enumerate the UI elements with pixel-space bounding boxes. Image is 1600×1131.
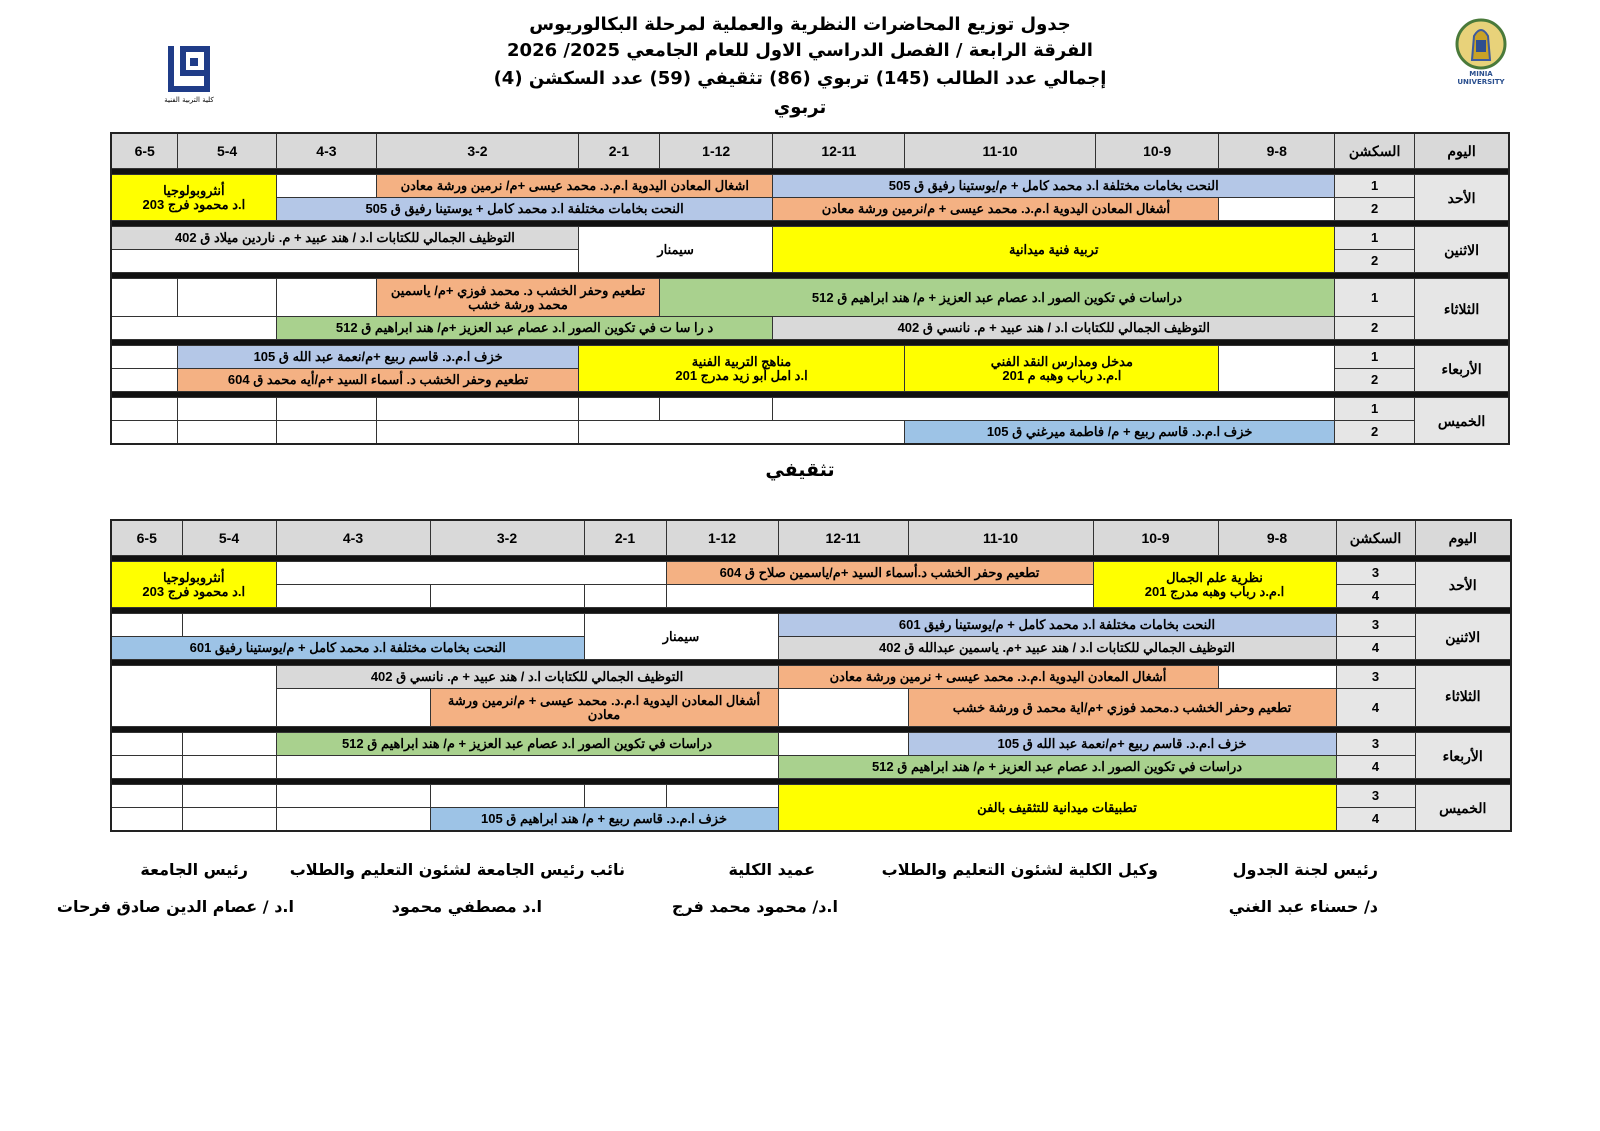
empty-cell [182,785,276,808]
course-professor: ا.م.د رباب وهبه مدرج 201 [1144,583,1285,599]
day-header: اليوم [1415,520,1511,556]
empty-cell [111,756,182,779]
section-number: 3 [1336,614,1415,637]
empty-cell [276,756,778,779]
course-cell: خزف ا.م.د. قاسم ربيع +م/نعمة عبد الله ق 105 [178,346,578,369]
slot-header: 9-8 [1219,133,1335,169]
section-number: 4 [1336,689,1415,727]
course-title: أنثروبولوجيا [162,569,225,585]
course-cell [111,175,276,221]
course-professor: ا.م.د رباب وهبه م 201 [1002,367,1122,383]
day-label: الاثنين [1415,227,1509,273]
day-label: الخميس [1415,785,1511,832]
empty-cell [578,421,904,445]
course-professor: ا.د محمود فرج 203 [142,196,246,212]
course-cell: النحت بخامات مختلفة ا.د محمد كامل + م/يوستينا رفيق ق 505 [773,175,1335,198]
course-cell: خزف ا.م.د. قاسم ربيع + م/ هند ابراهيم ق 105 [430,808,778,832]
seminar-cell: سيمنار [584,614,778,660]
course-cell: النحت بخامات مختلفة ا.د محمد كامل + يوستينا رفيق ق 505 [276,198,773,221]
course-cell [905,346,1219,392]
signature-name: د/ حسناء عبد الغني [1228,897,1378,916]
section-number: 4 [1336,756,1415,779]
empty-cell [276,562,666,585]
faculty-logo [160,44,218,108]
slot-header: 11-10 [905,133,1096,169]
section-number: 2 [1335,250,1415,273]
day-label: الأربعاء [1415,733,1511,779]
signature-name: ا.د/ محمود محمد فرج [671,897,838,916]
course-cell: تطبيقات ميدانية للتثقيف بالفن [778,785,1336,832]
course-cell: تربية فنية ميدانية [773,227,1335,273]
empty-cell [182,733,276,756]
section-number: 1 [1335,227,1415,250]
course-cell [1093,562,1336,608]
course-cell [111,562,276,608]
slot-header: 1-12 [659,133,773,169]
course-cell: التوظيف الجمالي للكتابات ا.د / هند عبيد + م. نانسي ق 402 [773,317,1335,340]
slot-header: 11-10 [908,520,1093,556]
empty-cell [111,250,578,273]
empty-cell [111,317,276,340]
empty-cell [111,785,182,808]
empty-cell [276,785,430,808]
slot-header: 5-4 [178,133,276,169]
empty-cell [1218,666,1336,689]
university-emblem-icon [1446,14,1516,72]
seminar-cell: سيمنار [578,227,773,273]
empty-cell [111,733,182,756]
section-number: 1 [1335,398,1415,421]
course-professor: ا.د محمود فرج 203 [142,583,246,599]
course-cell: أشغال المعادن اليدوية ا.م.د. محمد عيسى + نرمين ورشة معادن [778,666,1218,689]
empty-cell [111,398,178,421]
empty-cell [111,614,182,637]
section-number: 2 [1335,421,1415,445]
slot-header: 10-9 [1093,520,1218,556]
slot-header: 12-11 [773,133,905,169]
empty-cell [182,808,276,832]
empty-cell [276,175,376,198]
slot-header: 2-1 [584,520,666,556]
section-number: 4 [1336,808,1415,832]
course-cell: تطعيم وحفر الخشب د. محمد فوزي +م/ ياسمين محمد ورشة خشب [377,279,660,317]
empty-cell [178,398,276,421]
course-title: أنثروبولوجيا [163,182,225,198]
section-number: 2 [1335,317,1415,340]
course-title: نظرية علم الجمال [1166,569,1263,585]
empty-cell [276,279,376,317]
schedule-table-tathqifi [110,519,1512,832]
schedule-table-tarbawi [110,132,1510,445]
course-cell: التوظيف الجمالي للكتابات ا.د / هند عبيد + م. ناردين ميلاد ق 402 [111,227,578,250]
course-cell: التوظيف الجمالي للكتابات ا.د / هند عبيد + م. نانسي ق 402 [276,666,778,689]
signature-title: نائب رئيس الجامعة لشئون التعليم والطلاب [289,860,625,879]
empty-cell [276,398,376,421]
course-cell: النحت بخامات مختلفة ا.د محمد كامل + م/يوستينا رفيق 601 [111,637,584,660]
empty-cell [584,585,666,608]
empty-cell [178,421,276,445]
empty-cell [377,398,579,421]
signature-name: ا.د / عصام الدين صادق فرحات [56,897,294,916]
empty-cell [182,756,276,779]
day-label: الأربعاء [1415,346,1509,392]
empty-cell [584,785,666,808]
day-label: الاثنين [1415,614,1511,660]
schedule-subtitle: الفرقة الرابعة / الفصل الدراسي الاول للعام الجامعي 2025/ 2026 [507,40,1093,61]
empty-cell [1219,198,1335,221]
section-number: 3 [1336,785,1415,808]
signature-title: رئيس لجنة الجدول [1232,860,1378,879]
slot-header: 9-8 [1218,520,1336,556]
course-cell: أشغال المعادن اليدوية ا.م.د. محمد عيسى + م/نرمين ورشة معادن [430,689,778,727]
empty-cell [430,785,584,808]
slot-header: 6-5 [111,520,182,556]
course-professor: ا.د امل أبو زيد مدرج 201 [675,367,808,383]
section-number: 4 [1336,585,1415,608]
signature-title: عميد الكلية [728,860,815,879]
slot-header: 2-1 [578,133,659,169]
course-cell: أشغال المعادن اليدوية ا.م.د. محمد عيسى + م/نرمين ورشة معادن [773,198,1219,221]
section-number: 1 [1335,175,1415,198]
empty-cell [111,666,276,727]
empty-cell [111,808,182,832]
empty-cell [659,398,773,421]
section-header: السكشن [1336,520,1415,556]
empty-cell [778,689,908,727]
empty-cell [178,279,276,317]
slot-header: 5-4 [182,520,276,556]
empty-cell [778,733,908,756]
slot-header: 6-5 [111,133,178,169]
section-header: السكشن [1335,133,1415,169]
slot-header: 10-9 [1095,133,1219,169]
course-cell: دراسات في تكوين الصور ا.د عصام عبد العزيز + م/ هند ابراهيم ق 512 [659,279,1334,317]
slot-header: 4-3 [276,133,376,169]
day-label: الثلاثاء [1415,279,1509,340]
faculty-logo-caption: كلية التربية الفنية [164,96,214,104]
course-cell: اشغال المعادن اليدوية ا.م.د. محمد عيسى +م/ نرمين ورشة معادن [377,175,773,198]
empty-cell [773,398,1335,421]
slot-header: 3-2 [377,133,579,169]
schedule-title: جدول توزيع المحاضرات النظرية والعملية لمرحلة البكالوريوس [529,14,1071,35]
section-number: 2 [1335,369,1415,392]
empty-cell [377,421,579,445]
course-cell: خزف ا.م.د. قاسم ربيع +م/نعمة عبد الله ق 105 [908,733,1336,756]
course-cell: دراسات في تكوين الصور ا.د عصام عبد العزيز + م/ هند ابراهيم ق 512 [778,756,1336,779]
empty-cell [666,785,778,808]
course-cell: تطعيم وحفر الخشب د. أسماء السيد +م/أيه محمد ق 604 [178,369,578,392]
course-cell: التوظيف الجمالي للكتابات ا.د / هند عبيد +م. ياسمين عبدالله ق 402 [778,637,1336,660]
empty-cell [1219,346,1335,392]
empty-cell [111,421,178,445]
empty-cell [276,585,430,608]
signature-title: رئيس الجامعة [140,860,248,879]
course-title: مدخل ومدارس النقد الفني [990,353,1133,369]
signature-title: وكيل الكلية لشئون التعليم والطلاب [881,860,1158,879]
student-count-line: إجمالي عدد الطالب (145) تربوي (86) تثقيفي (59) عدد السكشن (4) [493,68,1107,89]
section-number: 2 [1335,198,1415,221]
faculty-logo-icon [160,44,218,96]
course-cell: النحت بخامات مختلفة ا.د محمد كامل + م/يوستينا رفيق 601 [778,614,1336,637]
empty-cell [276,689,430,727]
course-title: مناهج التربية الفنية [691,353,792,369]
empty-cell [276,421,376,445]
course-cell: د را سا ت في تكوين الصور ا.د عصام عبد العزيز +م/ هند ابراهيم ق 512 [276,317,773,340]
course-cell: دراسات في تكوين الصور ا.د عصام عبد العزيز + م/ هند ابراهيم ق 512 [276,733,778,756]
day-header: اليوم [1415,133,1509,169]
section1-title: تربوي [773,97,827,118]
signature-name: ا.د مصطفي محمود [391,897,542,916]
slot-header: 1-12 [666,520,778,556]
university-logo-caption: MINIA UNIVERSITY [1457,70,1505,86]
section-number: 1 [1335,279,1415,317]
course-cell [578,346,904,392]
course-cell: تطعيم وحفر الخشب د.أسماء السيد +م/ياسمين صلاح ق 604 [666,562,1093,585]
empty-cell [578,398,659,421]
day-label: الخميس [1415,398,1509,445]
section-number: 4 [1336,637,1415,660]
empty-cell [111,369,178,392]
section-number: 3 [1336,562,1415,585]
course-cell: تطعيم وحفر الخشب د.محمد فوزي +م/اية محمد ق ورشة خشب [908,689,1336,727]
section-number: 3 [1336,666,1415,689]
slot-header: 4-3 [276,520,430,556]
empty-cell [111,279,178,317]
section-number: 1 [1335,346,1415,369]
empty-cell [111,346,178,369]
section2-title: تثقيفي [765,459,835,481]
empty-cell [276,808,430,832]
slot-header: 3-2 [430,520,584,556]
section-number: 3 [1336,733,1415,756]
day-label: الثلاثاء [1415,666,1511,727]
slot-header: 12-11 [778,520,908,556]
empty-cell [182,614,584,637]
day-label: الأحد [1415,562,1511,608]
empty-cell [666,585,1093,608]
day-label: الأحد [1415,175,1509,221]
empty-cell [430,585,584,608]
course-cell: خزف ا.م.د. قاسم ربيع + م/ فاطمة ميرغني ق 105 [905,421,1335,445]
university-logo [1446,14,1516,84]
